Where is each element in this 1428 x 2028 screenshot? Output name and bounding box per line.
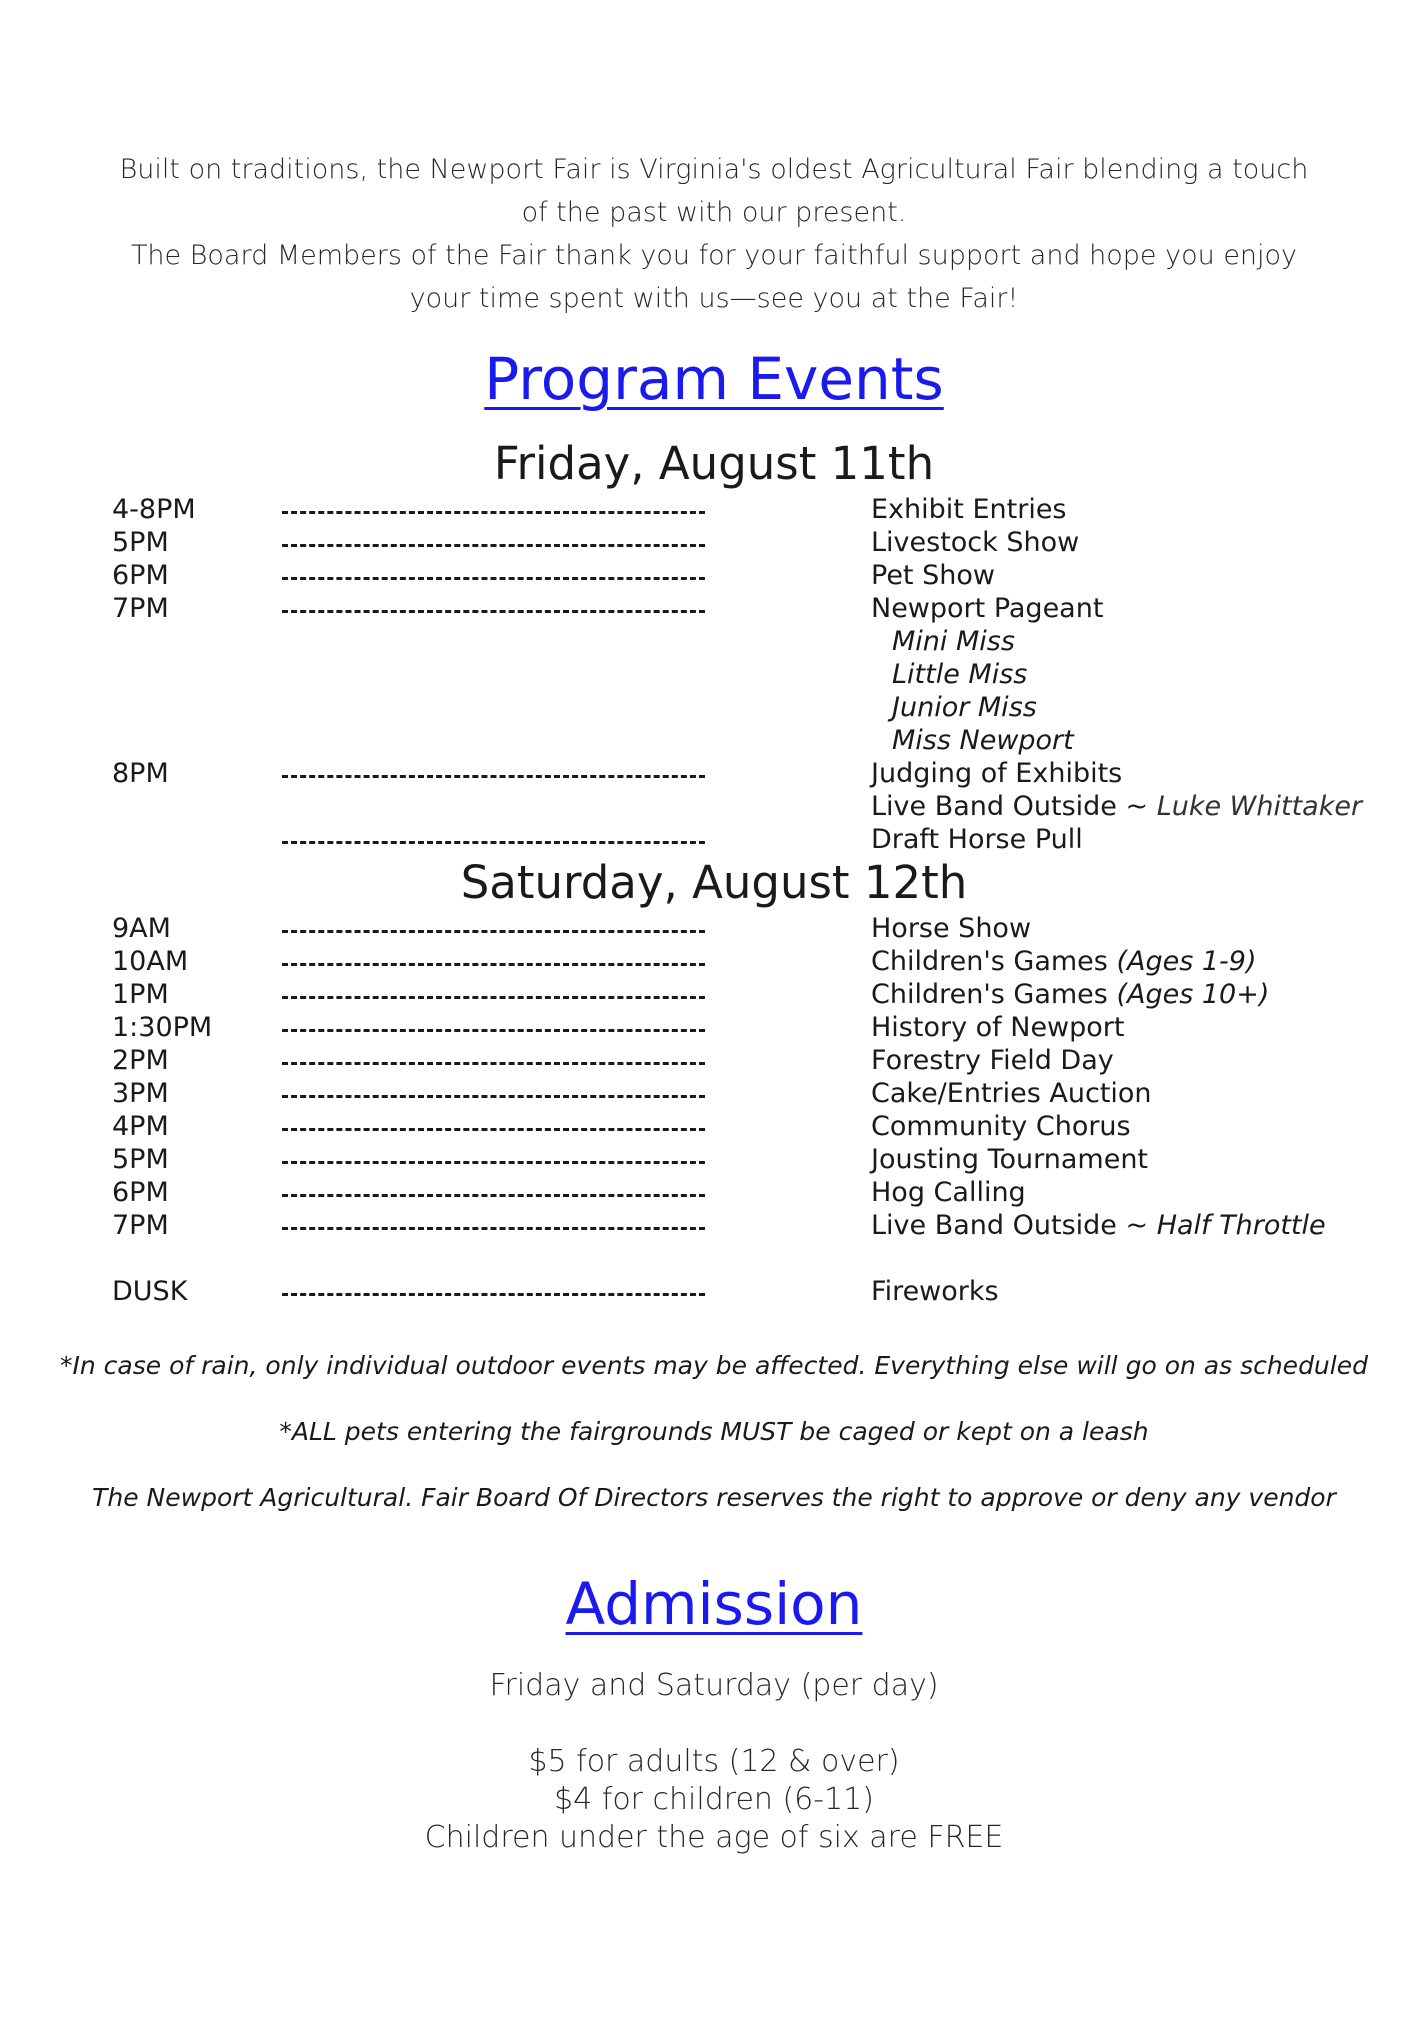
event-time: 3PM <box>112 1078 169 1109</box>
event-name: Jousting Tournament <box>871 1144 1149 1175</box>
admission-under-six: Children under the age of six are FREE <box>424 1820 1004 1855</box>
dashed-leader <box>282 1227 705 1230</box>
friday-heading: Friday, August 11th <box>493 437 935 490</box>
intro-line: of the past with our present. <box>521 197 907 228</box>
event-name: Exhibit Entries <box>871 494 1067 525</box>
dashed-leader <box>282 544 705 547</box>
event-time: 5PM <box>112 527 169 558</box>
schedule-subrow <box>0 724 1428 757</box>
event-name: Fireworks <box>871 1276 999 1307</box>
schedule-row <box>0 945 1428 978</box>
event-time: 6PM <box>112 560 169 591</box>
intro-line: The Board Members of the Fair thank you for your faithful support and hope you enjoy <box>130 240 1298 271</box>
admission-adults: $5 for adults (12 & over) <box>528 1744 900 1779</box>
event-name: Cake/Entries Auction <box>871 1078 1152 1109</box>
event-time: 6PM <box>112 1177 169 1208</box>
event-time: 7PM <box>112 1210 169 1241</box>
schedule-row <box>0 1077 1428 1110</box>
schedule-row <box>0 1044 1428 1077</box>
intro-line: Built on traditions, the Newport Fair is Virginia's oldest Agricultural Fair blending a touch <box>119 154 1309 185</box>
event-time: 1PM <box>112 979 169 1010</box>
pageant-category: Little Miss <box>892 659 1028 690</box>
event-time: 5PM <box>112 1144 169 1175</box>
schedule-row <box>0 1209 1428 1242</box>
dashed-leader <box>282 1128 705 1131</box>
admission-heading: Admission <box>565 1570 863 1638</box>
schedule-row <box>0 559 1428 592</box>
dashed-leader <box>282 963 705 966</box>
event-time: 4PM <box>112 1111 169 1142</box>
schedule-row <box>0 592 1428 625</box>
schedule-subrow <box>0 625 1428 658</box>
pageant-category: Junior Miss <box>892 692 1037 723</box>
dashed-leader <box>282 1194 705 1197</box>
age-range: (Ages 1-9) <box>1116 946 1257 977</box>
event-label: Children's Games <box>871 946 1117 977</box>
dashed-leader <box>282 1029 705 1032</box>
schedule-row <box>0 1275 1428 1308</box>
event-time: DUSK <box>112 1276 188 1307</box>
event-time: 4-8PM <box>112 494 196 525</box>
schedule-row <box>0 493 1428 526</box>
event-name: Livestock Show <box>871 527 1080 558</box>
dashed-leader <box>282 1161 705 1164</box>
event-name: Hog Calling <box>871 1177 1026 1208</box>
event-time: 7PM <box>112 593 169 624</box>
event-name <box>871 1209 1326 1242</box>
schedule-row <box>0 526 1428 559</box>
dashed-leader <box>282 610 705 613</box>
event-name <box>871 790 1362 823</box>
dashed-leader <box>282 996 705 999</box>
schedule-row <box>0 1110 1428 1143</box>
event-time: 1:30PM <box>112 1012 213 1043</box>
event-name: Pet Show <box>871 560 995 591</box>
event-time: 10AM <box>112 946 189 977</box>
event-name <box>871 978 1269 1011</box>
schedule-row <box>0 1011 1428 1044</box>
schedule-row <box>0 757 1428 790</box>
age-range: (Ages 10+) <box>1116 979 1270 1010</box>
event-name: Newport Pageant <box>871 593 1104 624</box>
dashed-leader <box>282 841 705 844</box>
schedule-row <box>0 1176 1428 1209</box>
dashed-leader <box>282 1062 705 1065</box>
dashed-leader <box>282 511 705 514</box>
admission-days: Friday and Saturday (per day) <box>489 1668 939 1703</box>
event-name: History of Newport <box>871 1012 1125 1043</box>
schedule-row <box>0 823 1428 856</box>
event-label: Live Band Outside ~ <box>871 1210 1157 1241</box>
performer-name: Luke Whittaker <box>1156 791 1363 822</box>
vendor-note: The Newport Agricultural. Fair Board Of Directors reserves the right to approve or deny any vendor <box>92 1483 1336 1512</box>
schedule-row <box>0 978 1428 1011</box>
intro-text <box>90 148 1338 320</box>
event-name: Draft Horse Pull <box>871 824 1083 855</box>
performer-name: Half Throttle <box>1156 1210 1326 1241</box>
event-time: 8PM <box>112 758 169 789</box>
saturday-heading: Saturday, August 12th <box>460 856 968 909</box>
intro-line: your time spent with us—see you at the Fair! <box>409 283 1019 314</box>
event-time: 2PM <box>112 1045 169 1076</box>
pageant-category: Miss Newport <box>892 725 1074 756</box>
dashed-leader <box>282 1293 705 1296</box>
dashed-leader <box>282 930 705 933</box>
event-name: Horse Show <box>871 913 1032 944</box>
pets-note: *ALL pets entering the fairgrounds MUST be caged or kept on a leash <box>279 1417 1149 1446</box>
dashed-leader <box>282 1095 705 1098</box>
schedule-row <box>0 912 1428 945</box>
schedule-subrow <box>0 658 1428 691</box>
pageant-category: Mini Miss <box>892 626 1015 657</box>
event-name: Forestry Field Day <box>871 1045 1114 1076</box>
event-label: Live Band Outside ~ <box>871 791 1157 822</box>
dashed-leader <box>282 577 705 580</box>
event-label: Children's Games <box>871 979 1117 1010</box>
schedule-row <box>0 790 1428 823</box>
program-events-heading: Program Events <box>484 345 944 413</box>
event-time: 9AM <box>112 913 171 944</box>
admission-children: $4 for children (6-11) <box>554 1782 874 1817</box>
event-name: Community Chorus <box>871 1111 1131 1142</box>
event-name <box>871 945 1257 978</box>
schedule-subrow <box>0 691 1428 724</box>
event-name: Judging of Exhibits <box>871 758 1123 789</box>
rain-note: *In case of rain, only individual outdoor events may be affected. Everything else will go on as scheduled <box>60 1351 1368 1380</box>
schedule-row <box>0 1143 1428 1176</box>
dashed-leader <box>282 775 705 778</box>
